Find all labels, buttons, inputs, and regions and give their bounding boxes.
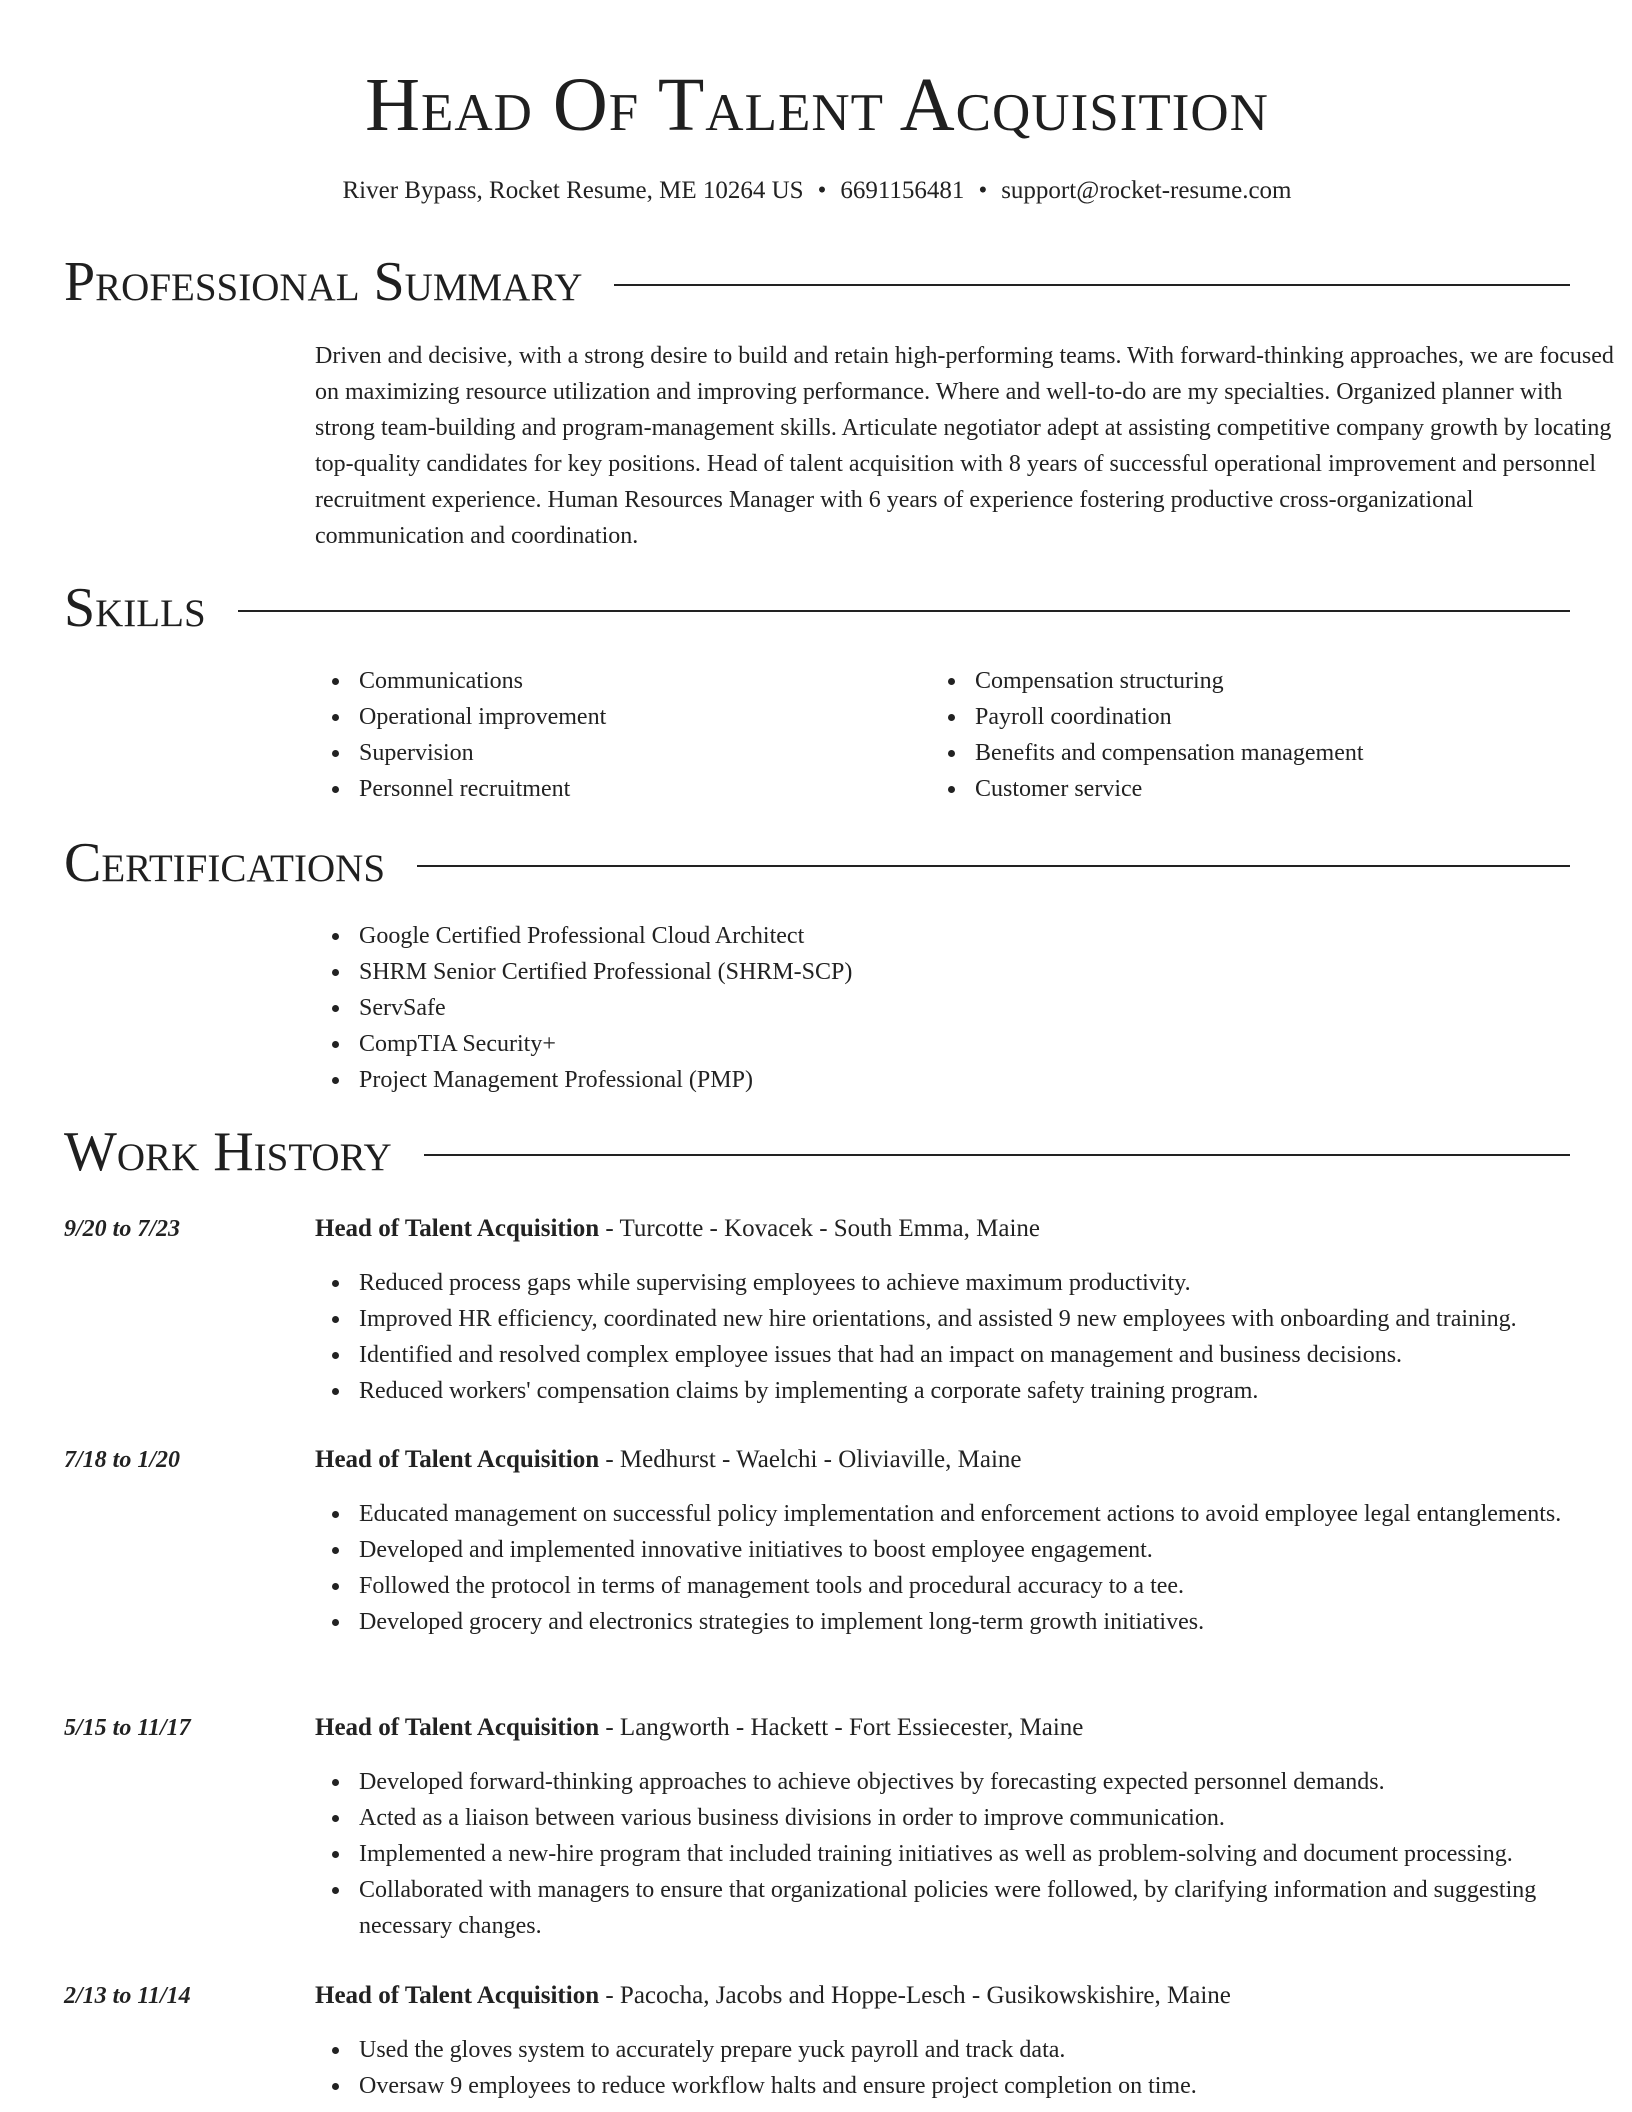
certification-item: ServSafe xyxy=(315,990,1515,1026)
job-title: Head of Talent Acquisition xyxy=(315,1714,600,1741)
work-history-section-title: Work History xyxy=(64,1121,392,1183)
job-bullet: Identified and resolved complex employee issues that had an impact on management and business decisions. xyxy=(315,1337,1625,1373)
summary-section-title: Professional Summary xyxy=(64,251,583,313)
skill-item: Payroll coordination xyxy=(931,699,1531,735)
job-company: - Turcotte - Kovacek - South Emma, Maine xyxy=(599,1215,1041,1242)
skills-section-header xyxy=(64,576,1570,640)
job-heading xyxy=(315,1211,1040,1247)
summary-text: Driven and decisive, with a strong desire to build and retain high-performing teams. With forward-thinking approaches, we are focused on maximizing resource utilization and improving performance. Where and well-to-do are my specialties. Organized planner with strong team-building and program-management skills. Articulate negotiator adept at assisting competitive company growth by locating top-quality candidates for key positions. Head of talent acquisition with 8 years of successful operational improvement and personnel recruitment experience. Human Resources Manager with 6 years of experience fostering productive cross-organizational communication and coordination. xyxy=(315,343,1614,549)
job-title: Head of Talent Acquisition xyxy=(315,1215,600,1242)
candidate-name: Head Of Talent Acquisition xyxy=(365,63,1269,147)
contact-address: River Bypass, Rocket Resume, ME 10264 US xyxy=(342,177,804,204)
job-bullet: Collaborated with managers to ensure that organizational policies were followed, by clarifying information and suggesting necessary changes. xyxy=(315,1872,1625,1944)
job-company: - Medhurst - Waelchi - Oliviaville, Maine xyxy=(599,1446,1022,1473)
job-bullet-list xyxy=(315,2032,1625,2104)
job-heading xyxy=(315,1978,1231,2014)
section-divider xyxy=(614,284,1570,286)
job-bullet: Improved HR efficiency, coordinated new hire orientations, and assisted 9 new employees with onboarding and training. xyxy=(315,1301,1625,1337)
job-heading xyxy=(315,1710,1083,1746)
job-dates: 2/13 to 11/14 xyxy=(64,1983,191,2009)
section-divider xyxy=(238,610,1570,612)
contact-line xyxy=(64,174,1570,208)
job-title: Head of Talent Acquisition xyxy=(315,1446,600,1473)
skill-item: Operational improvement xyxy=(315,699,915,735)
job-bullet: Oversaw 9 employees to reduce workflow halts and ensure project completion on time. xyxy=(315,2068,1625,2104)
contact-email: support@rocket-resume.com xyxy=(1001,177,1292,204)
contact-separator: • xyxy=(978,177,988,204)
work-history-section-header xyxy=(64,1120,1570,1184)
skills-list-left xyxy=(315,663,915,807)
section-divider xyxy=(417,865,1570,867)
certification-item: SHRM Senior Certified Professional (SHRM-SCP) xyxy=(315,954,1515,990)
job-bullet-list xyxy=(315,1496,1625,1640)
skill-item: Communications xyxy=(315,663,915,699)
certifications-section-header xyxy=(64,831,1570,895)
skill-item: Supervision xyxy=(315,735,915,771)
skills-list-right xyxy=(931,663,1531,807)
job-bullet: Used the gloves system to accurately prepare yuck payroll and track data. xyxy=(315,2032,1625,2068)
job-heading xyxy=(315,1442,1022,1478)
job-bullet: Educated management on successful policy implementation and enforcement actions to avoid employee legal entanglements. xyxy=(315,1496,1625,1532)
job-title: Head of Talent Acquisition xyxy=(315,1982,600,2009)
job-bullet: Followed the protocol in terms of management tools and procedural accuracy to a tee. xyxy=(315,1568,1625,1604)
contact-separator: • xyxy=(817,177,827,204)
job-bullet: Reduced process gaps while supervising employees to achieve maximum productivity. xyxy=(315,1265,1625,1301)
summary-section-header xyxy=(64,250,1570,314)
skill-item: Compensation structuring xyxy=(931,663,1531,699)
job-bullet: Reduced workers' compensation claims by implementing a corporate safety training program. xyxy=(315,1373,1625,1409)
certification-item: Project Management Professional (PMP) xyxy=(315,1062,1515,1098)
job-bullet: Developed and implemented innovative initiatives to boost employee engagement. xyxy=(315,1532,1625,1568)
skills-section-title: Skills xyxy=(64,577,206,639)
section-divider xyxy=(424,1154,1570,1156)
job-dates: 5/15 to 11/17 xyxy=(64,1715,191,1741)
job-bullet-list xyxy=(315,1764,1625,1944)
job-bullet: Developed forward-thinking approaches to achieve objectives by forecasting expected personnel demands. xyxy=(315,1764,1625,1800)
contact-phone: 6691156481 xyxy=(840,177,965,204)
job-bullet: Implemented a new-hire program that included training initiatives as well as problem-solving and document processing. xyxy=(315,1836,1625,1872)
skill-item: Customer service xyxy=(931,771,1531,807)
job-dates: 9/20 to 7/23 xyxy=(64,1216,181,1242)
job-bullet: Acted as a liaison between various business divisions in order to improve communication. xyxy=(315,1800,1625,1836)
certification-item: CompTIA Security+ xyxy=(315,1026,1515,1062)
certifications-section-title: Certifications xyxy=(64,832,386,894)
job-company: - Langworth - Hackett - Fort Essiecester, Maine xyxy=(599,1714,1084,1741)
job-bullet-list xyxy=(315,1265,1625,1409)
job-company: - Pacocha, Jacobs and Hoppe-Lesch - Gusikowskishire, Maine xyxy=(599,1982,1231,2009)
certifications-list xyxy=(315,918,1515,1098)
job-dates: 7/18 to 1/20 xyxy=(64,1447,181,1473)
job-bullet: Developed grocery and electronics strategies to implement long-term growth initiatives. xyxy=(315,1604,1625,1640)
skill-item: Benefits and compensation management xyxy=(931,735,1531,771)
skill-item: Personnel recruitment xyxy=(315,771,915,807)
certification-item: Google Certified Professional Cloud Architect xyxy=(315,918,1515,954)
